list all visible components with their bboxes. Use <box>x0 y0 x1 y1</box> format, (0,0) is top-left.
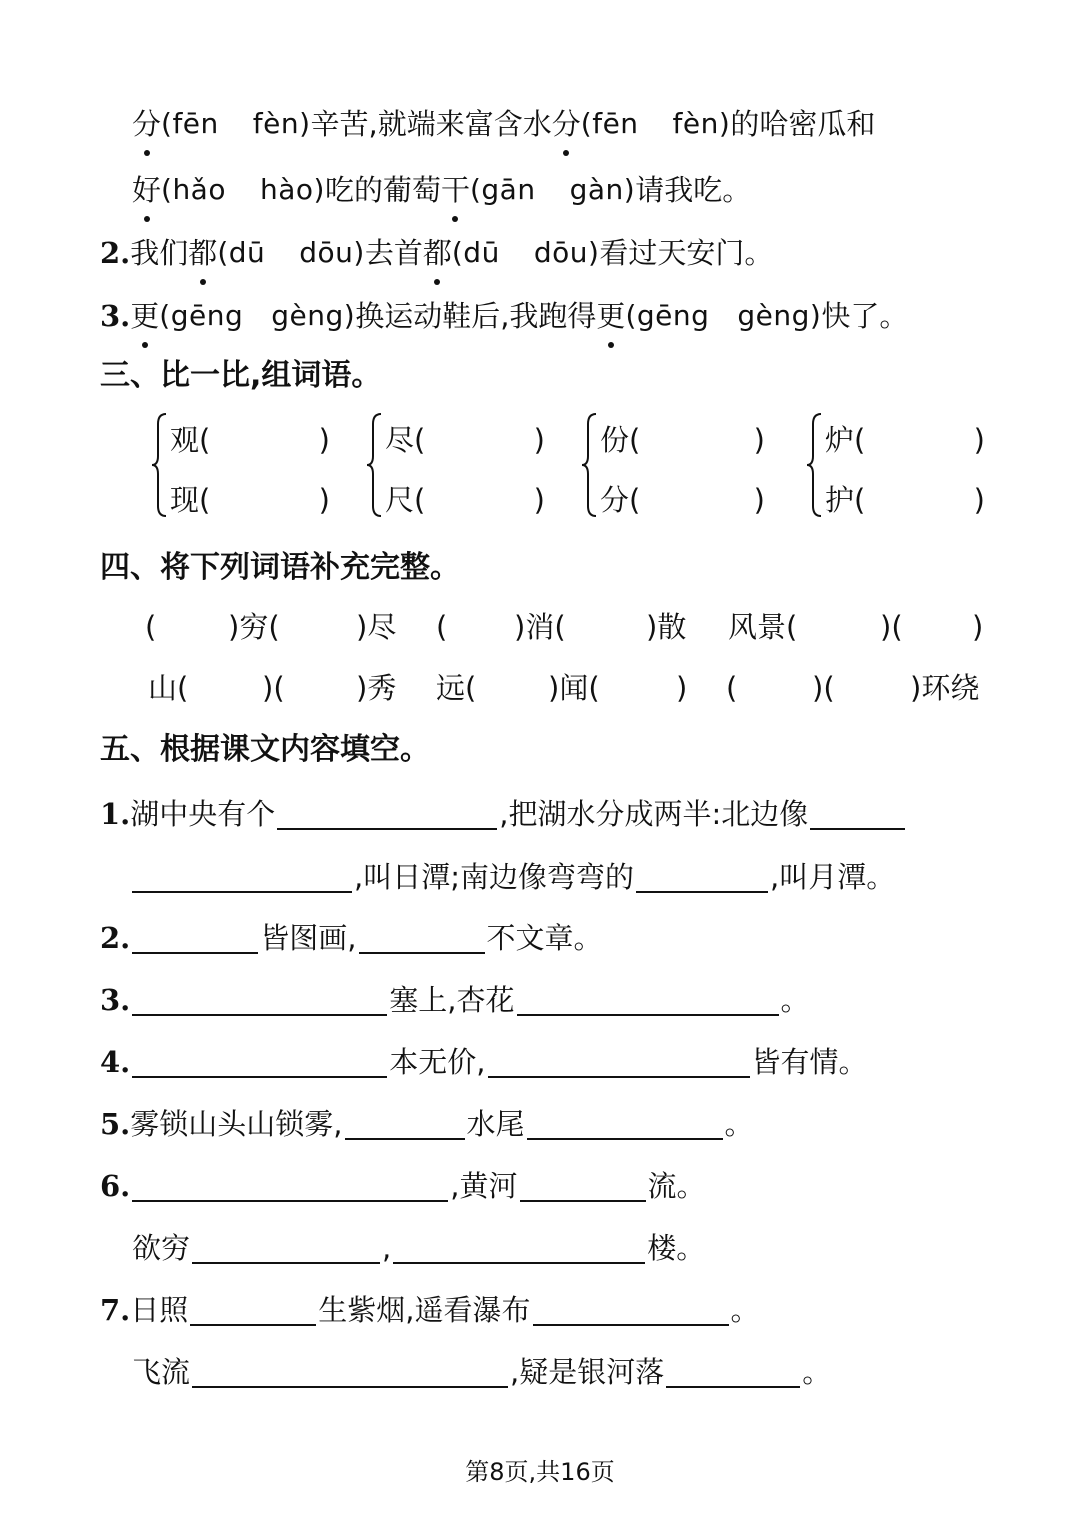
question-number: 6. <box>100 1169 131 1203</box>
idiom-fragment[interactable]: )尽 <box>356 610 397 644</box>
question-text: 雾锁山头山锁雾, <box>130 1107 343 1141</box>
word-pair-4 <box>805 410 985 540</box>
pinyin-option[interactable]: hào) <box>259 173 325 206</box>
question-text: 皆图画, <box>260 921 357 955</box>
pair-char-top: 尽( <box>385 423 426 457</box>
answer-slot[interactable]: ) <box>753 423 765 457</box>
answer-slot[interactable]: ) <box>973 423 985 457</box>
pinyin-option[interactable]: fèn) <box>672 107 731 140</box>
sentence-text: 请我吃。 <box>635 173 752 207</box>
answer-slot[interactable]: ) <box>318 423 330 457</box>
pinyin-option[interactable]: (gēng <box>159 299 244 332</box>
answer-blank[interactable] <box>810 798 905 830</box>
idiom-fragment[interactable]: 远( <box>436 671 477 705</box>
word-pair-3 <box>580 410 765 540</box>
pinyin-option[interactable]: dōu) <box>299 236 365 269</box>
pinyin-line-4 <box>100 284 1080 344</box>
sentence-text: 看过天安门。 <box>599 236 774 270</box>
question-text: ,叫月潭。 <box>770 860 896 894</box>
question-text: 塞上,杏花 <box>389 983 515 1017</box>
sentence-text: 吃的葡萄 <box>324 173 441 207</box>
word-pair-1 <box>150 410 330 540</box>
pinyin-option[interactable]: gèng) <box>737 299 822 332</box>
question-text: 。 <box>780 983 810 1017</box>
fill-question-1-cont <box>130 845 1080 905</box>
answer-blank[interactable] <box>192 1232 380 1264</box>
sentence-text: 快了。 <box>821 299 909 333</box>
pinyin-option[interactable]: (gān <box>469 173 536 206</box>
answer-blank[interactable] <box>488 1046 750 1078</box>
answer-blank[interactable] <box>132 922 258 954</box>
fill-question-1 <box>100 782 1080 842</box>
answer-blank[interactable] <box>132 861 352 893</box>
pair-char-top: 观( <box>170 423 211 457</box>
idiom-fragment[interactable]: ) <box>676 671 688 705</box>
idiom-fragment[interactable]: 山( <box>148 671 189 705</box>
question-text: ,疑是银河落 <box>510 1355 665 1389</box>
page-footer: 第8页,共16页 <box>465 1458 615 1486</box>
pinyin-option[interactable]: (hǎo <box>161 173 226 206</box>
dotted-char: 都 <box>423 223 452 283</box>
question-number: 1. <box>100 797 131 831</box>
answer-blank[interactable] <box>520 1170 646 1202</box>
question-number: 5. <box>100 1107 131 1141</box>
answer-blank[interactable] <box>132 1046 387 1078</box>
pair-char-bottom: 现( <box>170 483 211 517</box>
fill-question-5 <box>100 1092 1080 1152</box>
answer-blank[interactable] <box>277 798 497 830</box>
pair-char-bottom: 护( <box>825 483 866 517</box>
question-number: 4. <box>100 1045 131 1079</box>
dotted-char: 好 <box>132 160 161 220</box>
pinyin-line-3 <box>100 221 1080 281</box>
section-4-title: 四、将下列词语补充完整。 <box>100 550 460 585</box>
pinyin-option[interactable]: (gēng <box>625 299 710 332</box>
question-text: 欲穷 <box>132 1231 191 1265</box>
brace-icon <box>150 410 170 520</box>
answer-blank[interactable] <box>517 984 779 1016</box>
question-text: 飞流 <box>132 1355 191 1389</box>
pair-char-top: 炉( <box>825 423 866 457</box>
answer-blank[interactable] <box>190 1294 316 1326</box>
answer-blank[interactable] <box>132 1170 448 1202</box>
answer-slot[interactable]: ) <box>318 483 330 517</box>
idiom-fragment[interactable]: )( <box>262 671 285 705</box>
question-text: 。 <box>724 1107 754 1141</box>
answer-blank[interactable] <box>192 1356 508 1388</box>
question-text: 生紫烟,遥看瀑布 <box>318 1293 531 1327</box>
brace-icon <box>580 410 600 520</box>
fill-question-6 <box>100 1154 1080 1214</box>
question-number: 2. <box>100 236 131 270</box>
question-text: 水尾 <box>466 1107 525 1141</box>
fill-question-6-cont <box>132 1216 1080 1276</box>
fill-question-2 <box>100 906 1080 966</box>
pinyin-option[interactable]: gàn) <box>569 173 636 206</box>
question-number: 3. <box>100 299 131 333</box>
answer-blank[interactable] <box>345 1108 465 1140</box>
pinyin-option[interactable]: gèng) <box>271 299 356 332</box>
dotted-char: 更 <box>130 286 159 346</box>
pair-char-top: 份( <box>600 423 641 457</box>
question-text: 湖中央有个 <box>130 797 276 831</box>
pinyin-option[interactable]: (fēn <box>580 107 639 140</box>
idiom-fragment[interactable]: )消( <box>514 610 566 644</box>
answer-blank[interactable] <box>393 1232 645 1264</box>
question-text: 日照 <box>130 1293 189 1327</box>
idiom-fragment[interactable]: ) <box>972 610 984 644</box>
pinyin-line-1 <box>132 92 1080 152</box>
brace-icon <box>805 410 825 520</box>
answer-slot[interactable]: ) <box>533 483 545 517</box>
question-text: 楼。 <box>647 1231 706 1265</box>
question-text: 流。 <box>647 1169 706 1203</box>
fill-question-7-cont <box>132 1340 1080 1400</box>
sentence-text: 我们 <box>130 236 189 270</box>
pair-char-bottom: 分( <box>600 483 641 517</box>
dotted-char: 分 <box>132 94 161 154</box>
question-text: 皆有情。 <box>751 1045 868 1079</box>
fill-question-3 <box>100 968 1080 1028</box>
answer-slot[interactable]: ) <box>973 483 985 517</box>
dotted-char: 分 <box>552 94 581 154</box>
question-text: 。 <box>802 1355 832 1389</box>
idiom-fragment[interactable]: )( <box>880 610 903 644</box>
brace-icon <box>365 410 385 520</box>
sentence-text: 的哈密瓜和 <box>730 107 876 141</box>
fill-question-4 <box>100 1030 1080 1090</box>
answer-slot[interactable]: ) <box>753 483 765 517</box>
question-text: 本无价, <box>389 1045 486 1079</box>
answer-blank[interactable] <box>132 984 387 1016</box>
answer-blank[interactable] <box>636 861 768 893</box>
dotted-char: 干 <box>441 160 470 220</box>
sentence-text: 辛苦,就端来富含水 <box>310 107 552 141</box>
question-text: 。 <box>730 1293 760 1327</box>
idiom-fragment[interactable]: ( <box>145 610 157 644</box>
question-text: ,叫日潭;南边像弯弯的 <box>354 860 634 894</box>
idiom-fragment[interactable]: )环绕 <box>910 671 980 705</box>
pinyin-option[interactable]: (fēn <box>161 107 219 140</box>
word-pair-2 <box>365 410 545 540</box>
answer-blank[interactable] <box>359 922 485 954</box>
dotted-char: 都 <box>188 223 217 283</box>
question-text: , <box>382 1231 392 1265</box>
idiom-fragment[interactable]: ( <box>436 610 448 644</box>
section-3-title: 三、比一比,组词语。 <box>100 358 382 393</box>
idiom-fragment[interactable]: )穷( <box>228 610 280 644</box>
pinyin-option[interactable]: fèn) <box>252 107 311 140</box>
idiom-fragment[interactable]: )秀 <box>356 671 397 705</box>
answer-blank[interactable] <box>666 1356 800 1388</box>
fill-question-7 <box>100 1278 1080 1338</box>
pinyin-option[interactable]: dōu) <box>533 236 600 269</box>
idiom-fragment[interactable]: )散 <box>646 610 687 644</box>
pinyin-option[interactable]: (dū <box>217 236 266 269</box>
dotted-char: 更 <box>596 286 625 346</box>
pinyin-line-2 <box>132 158 1080 218</box>
sentence-text: 去首 <box>364 236 423 270</box>
answer-slot[interactable]: ) <box>533 423 545 457</box>
idiom-fragment[interactable]: ( <box>726 671 738 705</box>
question-number: 3. <box>100 983 131 1017</box>
question-number: 7. <box>100 1293 131 1327</box>
section-5-title: 五、根据课文内容填空。 <box>100 732 430 767</box>
question-number: 2. <box>100 921 131 955</box>
answer-blank[interactable] <box>533 1294 729 1326</box>
idiom-fragment[interactable]: )闻( <box>548 671 600 705</box>
pinyin-option[interactable]: (dū <box>451 236 500 269</box>
pair-char-bottom: 尺( <box>385 483 426 517</box>
question-text: ,把湖水分成两半:北边像 <box>499 797 809 831</box>
question-text: 不文章。 <box>486 921 603 955</box>
question-text: ,黄河 <box>450 1169 518 1203</box>
answer-blank[interactable] <box>527 1108 723 1140</box>
sentence-text: 换运动鞋后,我跑得 <box>355 299 597 333</box>
idiom-fragment[interactable]: )( <box>812 671 835 705</box>
idiom-fragment[interactable]: 风景( <box>728 610 798 644</box>
